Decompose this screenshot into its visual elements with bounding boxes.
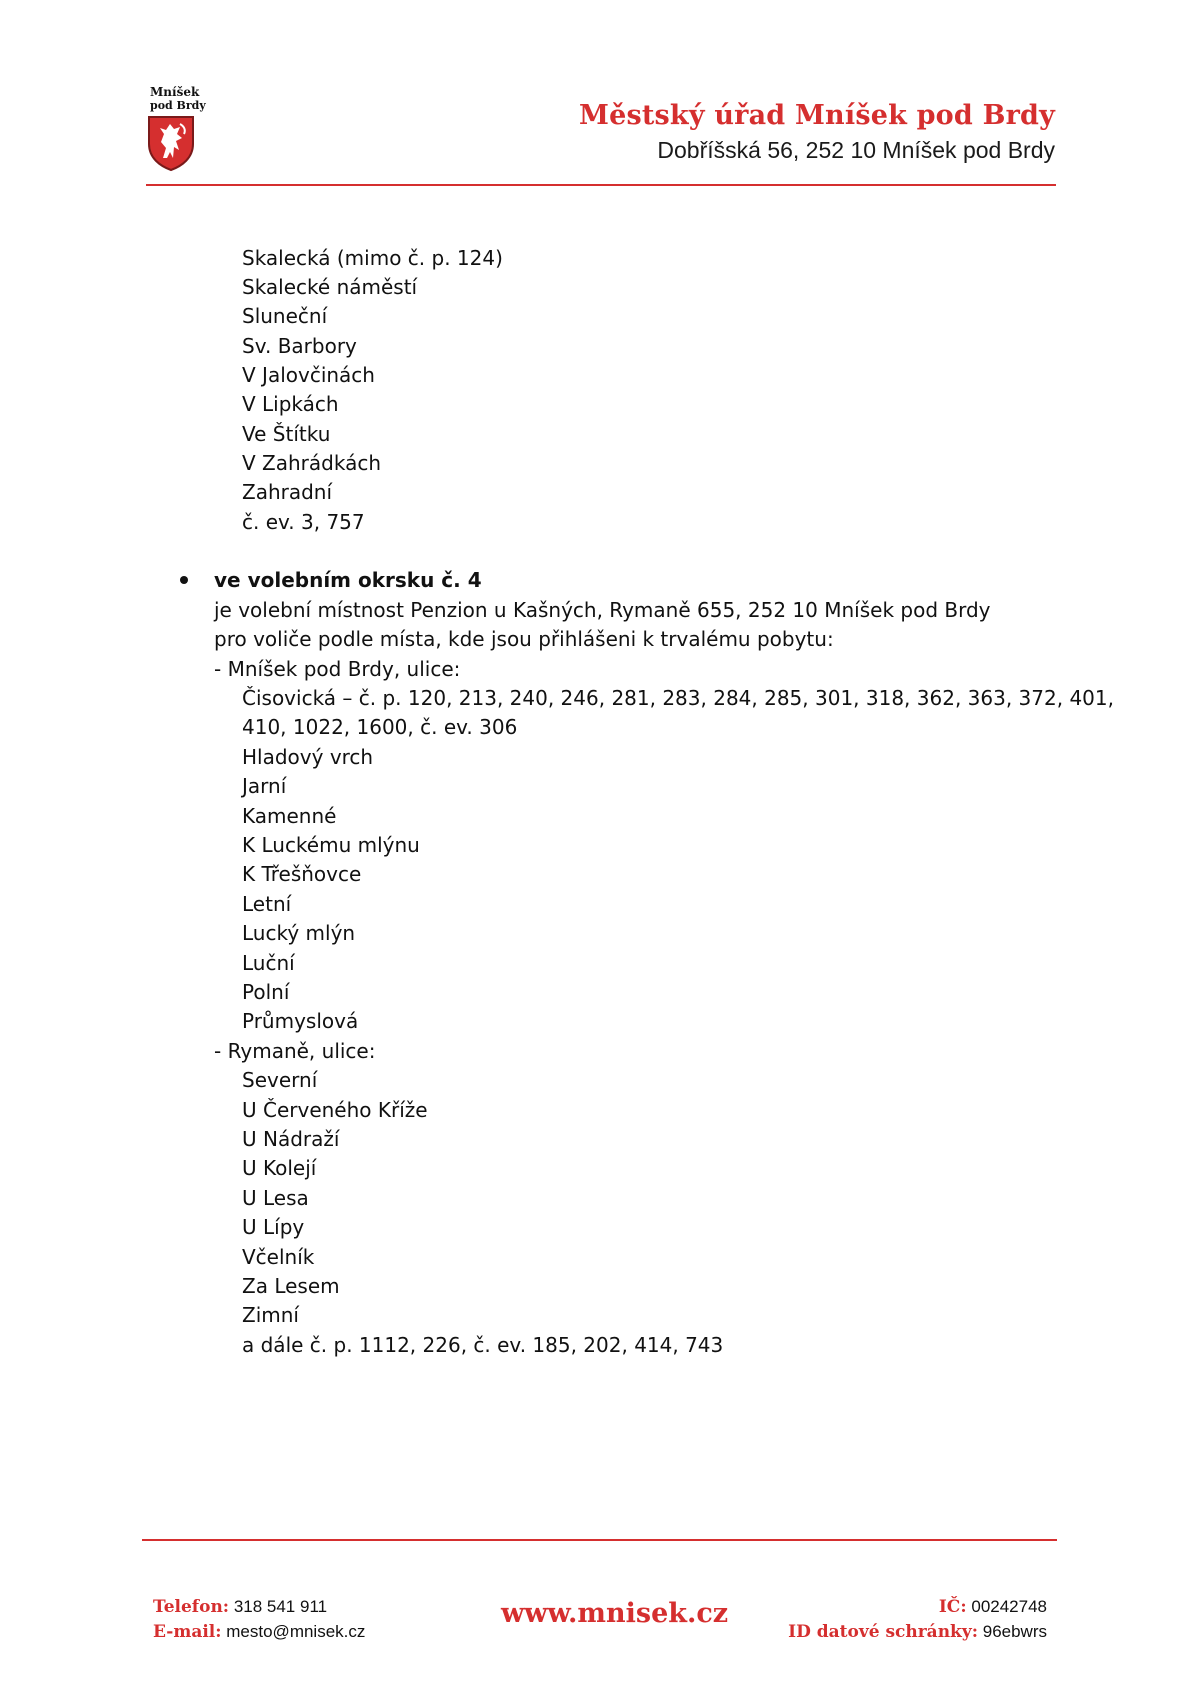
logo-text (150, 86, 206, 112)
office-title: Městský úřad Mníšek pod Brdy (578, 100, 1055, 131)
street-item: U Lípy (242, 1215, 305, 1239)
street-item: U Kolejí (242, 1156, 317, 1180)
ic-value: 00242748 (971, 1597, 1047, 1616)
street-item: U Lesa (242, 1186, 309, 1210)
street-item: Hladový vrch (242, 745, 374, 769)
municipal-logo (146, 86, 206, 172)
header-divider (146, 184, 1056, 186)
email-label: E-mail: (153, 1622, 222, 1642)
street-item: Průmyslová (242, 1009, 359, 1033)
street-item: Skalecká (mimo č. p. 124) (242, 246, 503, 270)
street-item: Zahradní (242, 480, 333, 504)
polling-place: je volební místnost Penzion u Kašných, Rymaně 655, 252 10 Mníšek pod Brdy (214, 598, 991, 622)
street-item: Letní (242, 892, 292, 916)
logo-line1: Mníšek (150, 85, 200, 99)
street-item: a dále č. p. 1112, 226, č. ev. 185, 202, 414, 743 (242, 1333, 724, 1357)
bullet-icon (180, 576, 188, 584)
ic-label: IČ: (938, 1597, 967, 1617)
logo-line2: pod Brdy (150, 99, 206, 112)
street-item: Luční (242, 951, 295, 975)
town-heading: - Rymaně, ulice: (214, 1039, 376, 1063)
coat-of-arms-icon (146, 114, 196, 172)
phone-label: Telefon: (153, 1597, 230, 1617)
footer-email (153, 1622, 365, 1642)
street-item: Severní (242, 1068, 318, 1092)
databox-label: ID datové schránky: (788, 1622, 978, 1642)
street-item: V Zahrádkách (242, 451, 382, 475)
voter-note: pro voliče podle místa, kde jsou přihlášeni k trvalému pobytu: (214, 627, 834, 651)
email-link[interactable]: mesto@mnisek.cz (226, 1622, 366, 1641)
street-item: U Červeného Kříže (242, 1098, 428, 1122)
street-item: K Luckému mlýnu (242, 833, 420, 857)
street-item: Skalecké náměstí (242, 275, 418, 299)
footer-phone (153, 1597, 327, 1617)
town-heading: - Mníšek pod Brdy, ulice: (214, 657, 461, 681)
street-item: Jarní (242, 774, 287, 798)
street-item: Polní (242, 980, 290, 1004)
footer-ic (939, 1597, 1047, 1617)
street-item: V Jalovčinách (242, 363, 375, 387)
street-item: Ve Štítku (242, 422, 331, 446)
street-item: č. ev. 3, 757 (242, 510, 365, 534)
street-item: Lucký mlýn (242, 921, 356, 945)
street-item: Za Lesem (242, 1274, 340, 1298)
office-address: Dobříšská 56, 252 10 Mníšek pod Brdy (657, 137, 1055, 163)
street-item: V Lipkách (242, 392, 339, 416)
website-link[interactable]: www.mnisek.cz (501, 1598, 729, 1629)
street-item: Sluneční (242, 304, 328, 328)
street-item: Zimní (242, 1303, 299, 1327)
street-item: U Nádraží (242, 1127, 340, 1151)
street-item: Čisovická – č. p. 120, 213, 240, 246, 281, 283, 284, 285, 301, 318, 362, 363, 372, 401, (242, 686, 1114, 710)
phone-value: 318 541 911 (233, 1597, 328, 1616)
district-heading: ve volebním okrsku č. 4 (214, 568, 482, 592)
street-item-continuation: 410, 1022, 1600, č. ev. 306 (242, 715, 518, 739)
footer-databox (788, 1622, 1047, 1642)
street-item: Včelník (242, 1245, 315, 1269)
databox-value: 96ebwrs (982, 1622, 1047, 1641)
footer-divider (142, 1539, 1057, 1541)
street-item: Sv. Barbory (242, 334, 357, 358)
street-item: K Třešňovce (242, 862, 362, 886)
street-item: Kamenné (242, 804, 337, 828)
